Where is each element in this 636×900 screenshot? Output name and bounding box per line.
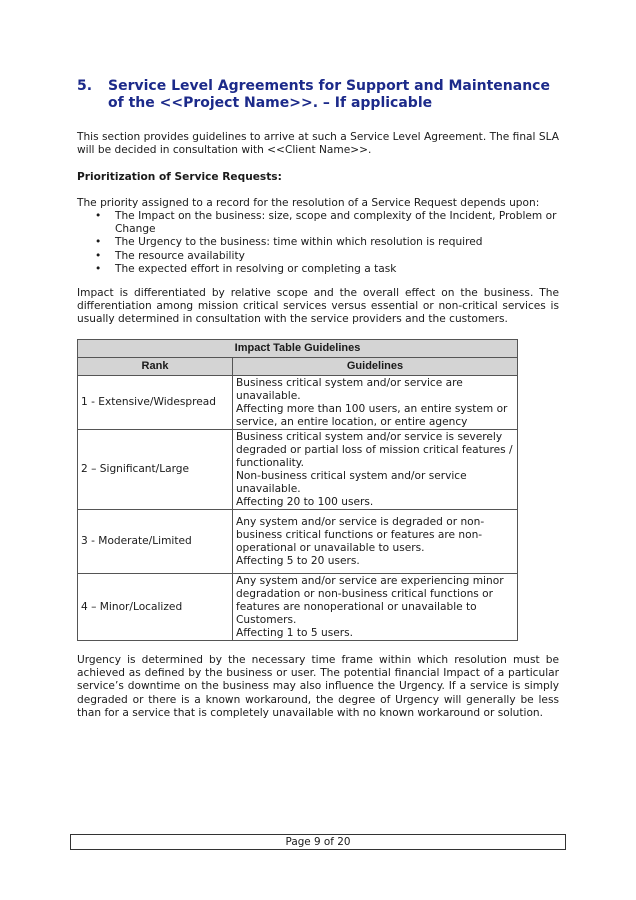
prioritization-lead: The priority assigned to a record for the resolution of a Service Request depends upon: [77, 197, 540, 209]
intro-paragraph: This section provides guidelines to arrive at such a Service Level Agreement. The final SLA will be decided in consultation with <<Client Name>>. [77, 131, 559, 157]
column-header-guidelines: Guidelines [233, 358, 518, 376]
bullet-icon: • [95, 236, 102, 249]
bullet-icon: • [95, 262, 102, 275]
section-title: Service Level Agreements for Support and Maintenance of the <<Project Name>>. – If applicable [108, 78, 550, 111]
prioritization-heading: Prioritization of Service Requests: [77, 171, 282, 183]
guidelines-cell: Business critical system and/or service is severely degraded or partial loss of mission critical features / functionality. Non-business critical system and/or service unavailable. Affecting 20 to 100 users. [233, 430, 518, 510]
bullet-icon: • [95, 249, 102, 262]
table-row [78, 510, 518, 574]
guidelines-cell: Business critical system and/or service are unavailable. Affecting more than 100 users, an entire system or service, an entire location, or entire agency [233, 376, 518, 430]
bullet-icon: • [95, 210, 102, 222]
rank-cell: 3 - Moderate/Limited [78, 510, 233, 574]
page-footer [70, 834, 566, 850]
section-number: 5. [77, 78, 93, 94]
table-header-row [78, 358, 518, 376]
impact-paragraph: Impact is differentiated by relative scope and the overall effect on the business. The differentiation among mission critical services versus essential or non-critical services is usually determined in consultation with the service providers and the customers. [77, 287, 559, 326]
impact-table-title: Impact Table Guidelines [78, 340, 518, 358]
table-row [78, 376, 518, 430]
list-item: • The expected effort in resolving or completing a task [95, 262, 397, 275]
guidelines-cell: Any system and/or service are experiencing minor degradation or non-business critical functions or features are nonoperational or unavailable to Customers. Affecting 1 to 5 users. [233, 574, 518, 641]
column-header-rank: Rank [78, 358, 233, 376]
rank-cell: 4 – Minor/Localized [78, 574, 233, 641]
list-item: • The Impact on the business: size, scope and complexity of the Incident, Problem or Change [95, 210, 557, 236]
rank-cell: 1 - Extensive/Widespread [78, 376, 233, 430]
rank-cell: 2 – Significant/Large [78, 430, 233, 510]
page-number: Page 9 of 20 [285, 836, 351, 848]
urgency-paragraph: Urgency is determined by the necessary time frame within which resolution must be achieved as defined by the business or user. The potential financial Impact of a particular service’s downtime on the business may also influence the Urgency. If a service is simply degraded or there is a known workaround, the degree of Urgency will generally be less than for a service that is completely unavailable with no known workaround or solution. [77, 654, 559, 719]
list-item: • The resource availability [95, 249, 245, 262]
table-row [78, 430, 518, 510]
table-row [78, 574, 518, 641]
table-title-row [78, 340, 518, 358]
impact-table [77, 339, 518, 641]
list-item: • The Urgency to the business: time within which resolution is required [95, 236, 483, 249]
priority-factor-list [77, 210, 563, 276]
guidelines-cell: Any system and/or service is degraded or non-business critical functions or features are non-operational or unavailable to users. Affecting 5 to 20 users. [233, 510, 518, 574]
